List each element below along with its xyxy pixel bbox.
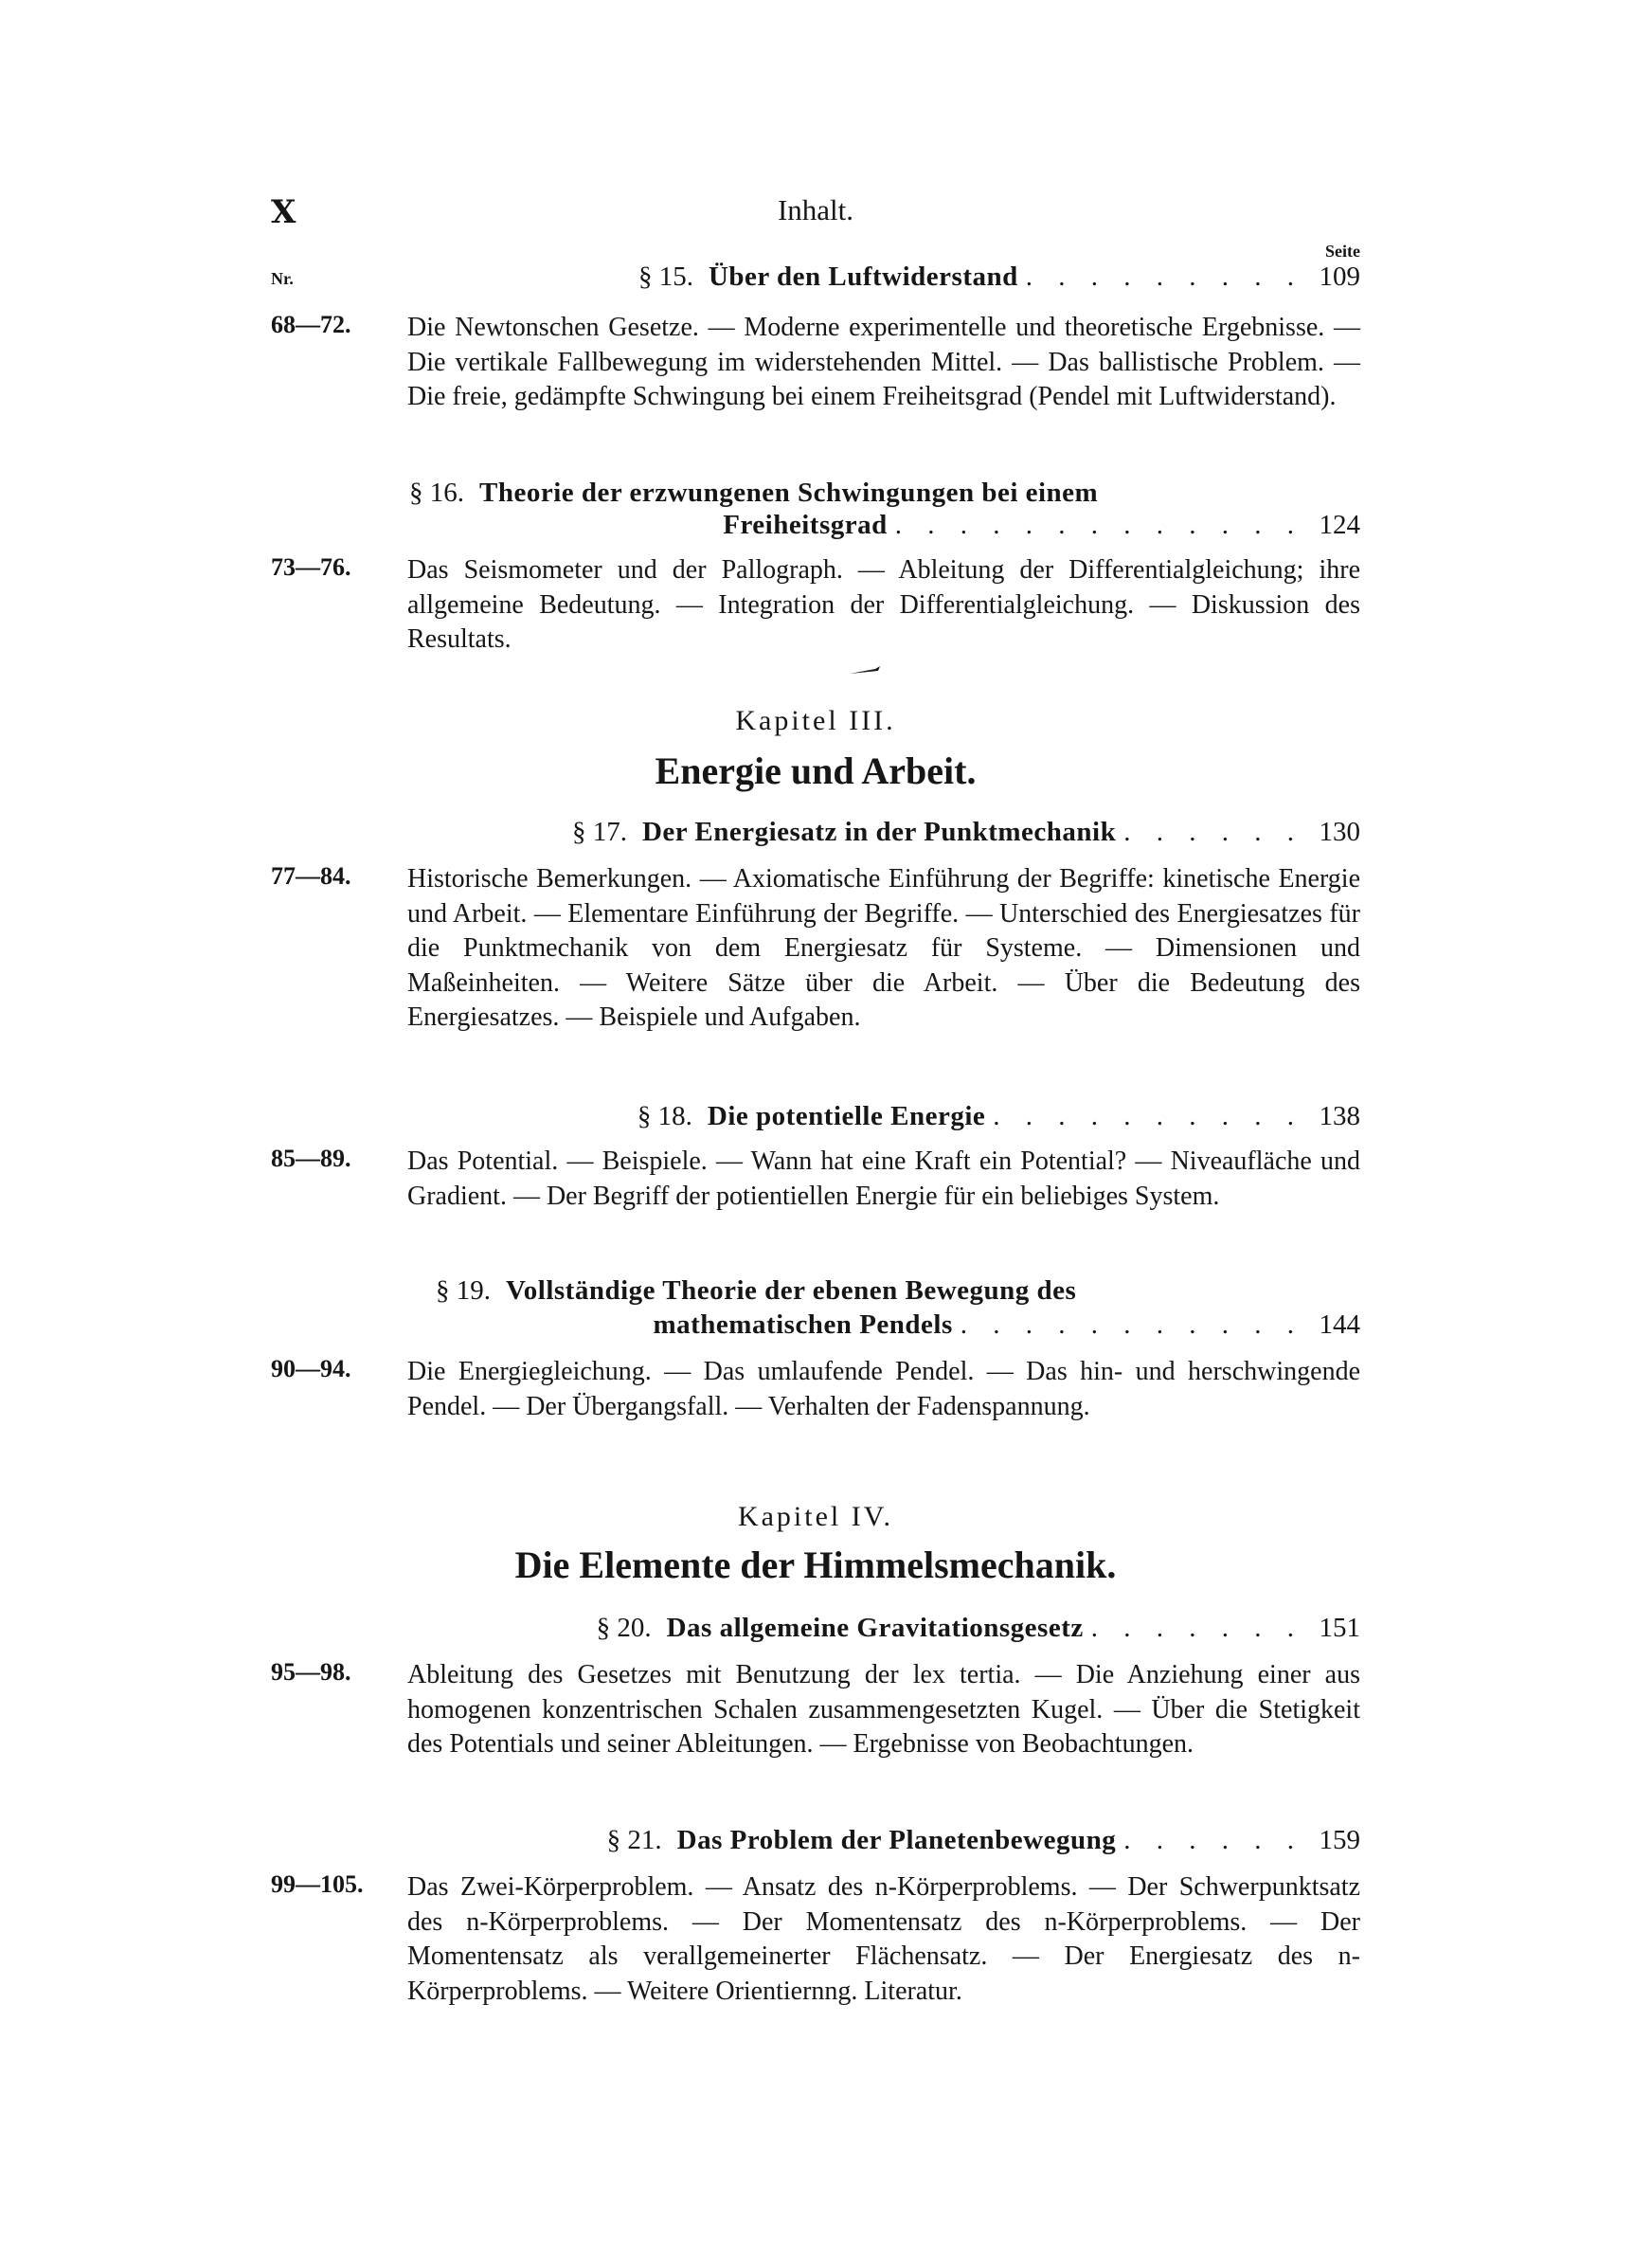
section-heading <box>398 817 1360 855</box>
section-number: § 19. <box>436 1275 491 1306</box>
entry-text: Das Potential. — Beispiele. — Wann hat eine Kraft ein Potential? — Niveaufläche und Gradient. — Der Begriff der potientiellen Energie für ein beliebiges System. <box>407 1147 1360 1211</box>
dot-leader: . . . . . . <box>1123 1825 1303 1855</box>
entry-range: 73—76. <box>271 553 351 581</box>
section-page: 144 <box>1319 1309 1360 1340</box>
section-heading <box>398 262 1360 299</box>
section-heading <box>436 1275 1360 1313</box>
dot-leader: . . . . . . . . . . <box>993 1101 1303 1131</box>
entry-range: 99—105. <box>271 1870 364 1898</box>
toc-entry <box>271 553 1360 659</box>
entry-range: 68—72. <box>271 311 351 338</box>
dot-leader: . . . . . . . . . . . <box>960 1309 1303 1340</box>
entry-text: Ableitung des Gesetzes mit Benutzung der lex tertia. — Die Anziehung einer aus homogenen konzentrischen Schalen zusammengesetzten Kugel. — Über die Stetigkeit des Potentials und seiner Ableitungen. — Ergebnisse von Beobachtungen. <box>407 1660 1360 1759</box>
entry-text: Das Seismometer und der Pallograph. — Ableitung der Differentialgleichung; ihre allgemeine Bedeutung. — Integration der Differentialgleichung. — Diskussion des Resultats. <box>407 555 1360 654</box>
section-page: 130 <box>1319 817 1360 847</box>
entry-text: Die Newtonschen Gesetze. — Moderne experimentelle und theoretische Ergebnisse. — Die vertikale Fallbewegung im widerstehenden Mittel. — Das ballistische Problem. — Die freie, gedämpfte Schwingung bei einem Freiheitsgrad (Pendel mit Luftwiderstand). <box>407 313 1360 411</box>
dot-leader: . . . . . . . <box>1090 1613 1303 1643</box>
section-number: § 15. <box>637 262 693 292</box>
entry-range: 77—84. <box>271 862 351 890</box>
entry-range: 90—94. <box>271 1355 351 1382</box>
chapter-label: Kapitel III. <box>735 705 896 736</box>
running-head <box>271 193 1360 235</box>
section-title: Das allgemeine Gravitationsgesetz <box>666 1613 1084 1643</box>
entry-range: 95—98. <box>271 1658 351 1686</box>
section-heading <box>398 1101 1360 1139</box>
section-title-line2: mathematischen Pendels <box>653 1309 953 1340</box>
toc-entry <box>271 1355 1360 1461</box>
section-page: 151 <box>1319 1613 1360 1643</box>
entry-text: Das Zwei-Körperproblem. — Ansatz des n-Körperproblems. — Der Schwerpunktsatz des n-Körperproblems. — Der Momentensatz des n-Körperproblems. — Der Momentensatz als verallgemeinerter Flächensatz. — Der Energiesatz des n-Körperproblems. — Weitere Orientiernng. Literatur. <box>407 1872 1360 2006</box>
section-number: § 18. <box>637 1101 692 1131</box>
dot-leader: . . . . . . . . . <box>1025 262 1303 292</box>
chapter-title: Energie und Arbeit. <box>655 749 977 792</box>
section-page: 138 <box>1319 1101 1360 1131</box>
section-title-line2: Freiheitsgrad <box>723 510 888 540</box>
toc-entry <box>271 1658 1360 1800</box>
dot-leader: . . . . . . . . . . . . . <box>894 510 1303 540</box>
entry-text: Historische Bemerkungen. — Axiomatische Einführung der Begriffe: kinetische Energie und Arbeit. — Elementare Einführung der Begriffe. — Unterschied des Energiesatzes für die Punktmechanik von dem Energiesatz für Systeme. — Dimensionen und Maßeinheiten. — Weitere Sätze über die Arbeit. — Über die Bedeutung des Energiesatzes. — Beispiele und Aufgaben. <box>407 864 1360 1032</box>
toc-entry <box>271 311 1360 453</box>
ornament-dash <box>849 665 881 677</box>
section-heading <box>398 1825 1360 1863</box>
section-title-line1: Vollständige Theorie der ebenen Bewegung des <box>506 1275 1077 1306</box>
toc-entry <box>271 1145 1360 1251</box>
page-number: X <box>271 193 296 231</box>
section-page: 109 <box>1319 262 1360 292</box>
section-heading-continuation <box>398 1309 1360 1347</box>
dot-leader: . . . . . . <box>1123 817 1303 847</box>
section-heading-continuation <box>398 510 1360 548</box>
entry-text: Die Energiegleichung. — Das umlaufende Pendel. — Das hin- und herschwingende Pendel. — Der Übergangsfall. — Verhalten der Fadenspannung. <box>407 1357 1360 1421</box>
section-title-line1: Theorie der erzwungenen Schwingungen bei einem <box>479 478 1099 508</box>
section-title: Die potentielle Energie <box>707 1101 986 1131</box>
toc-entry <box>271 862 1360 1074</box>
section-number: § 21. <box>606 1825 662 1855</box>
section-title: Der Energiesatz in der Punktmechanik <box>641 817 1117 847</box>
chapter-title: Die Elemente der Himmelsmechanik. <box>514 1544 1117 1586</box>
chapter-label: Kapitel IV. <box>737 1501 894 1532</box>
seite-label: Seite <box>1325 242 1360 261</box>
section-page: 159 <box>1319 1825 1360 1855</box>
section-page: 124 <box>1319 510 1360 540</box>
section-heading <box>398 1613 1360 1651</box>
toc-entry <box>271 1870 1360 2050</box>
section-title: Über den Luftwiderstand <box>708 262 1018 292</box>
section-number: § 16. <box>409 478 464 508</box>
section-number: § 17. <box>571 817 627 847</box>
section-title: Das Problem der Planetenbewegung <box>676 1825 1117 1855</box>
section-number: § 20. <box>596 1613 652 1643</box>
running-title: Inhalt. <box>777 193 854 226</box>
nr-label: Nr. <box>271 269 294 288</box>
entry-range: 85—89. <box>271 1145 351 1172</box>
